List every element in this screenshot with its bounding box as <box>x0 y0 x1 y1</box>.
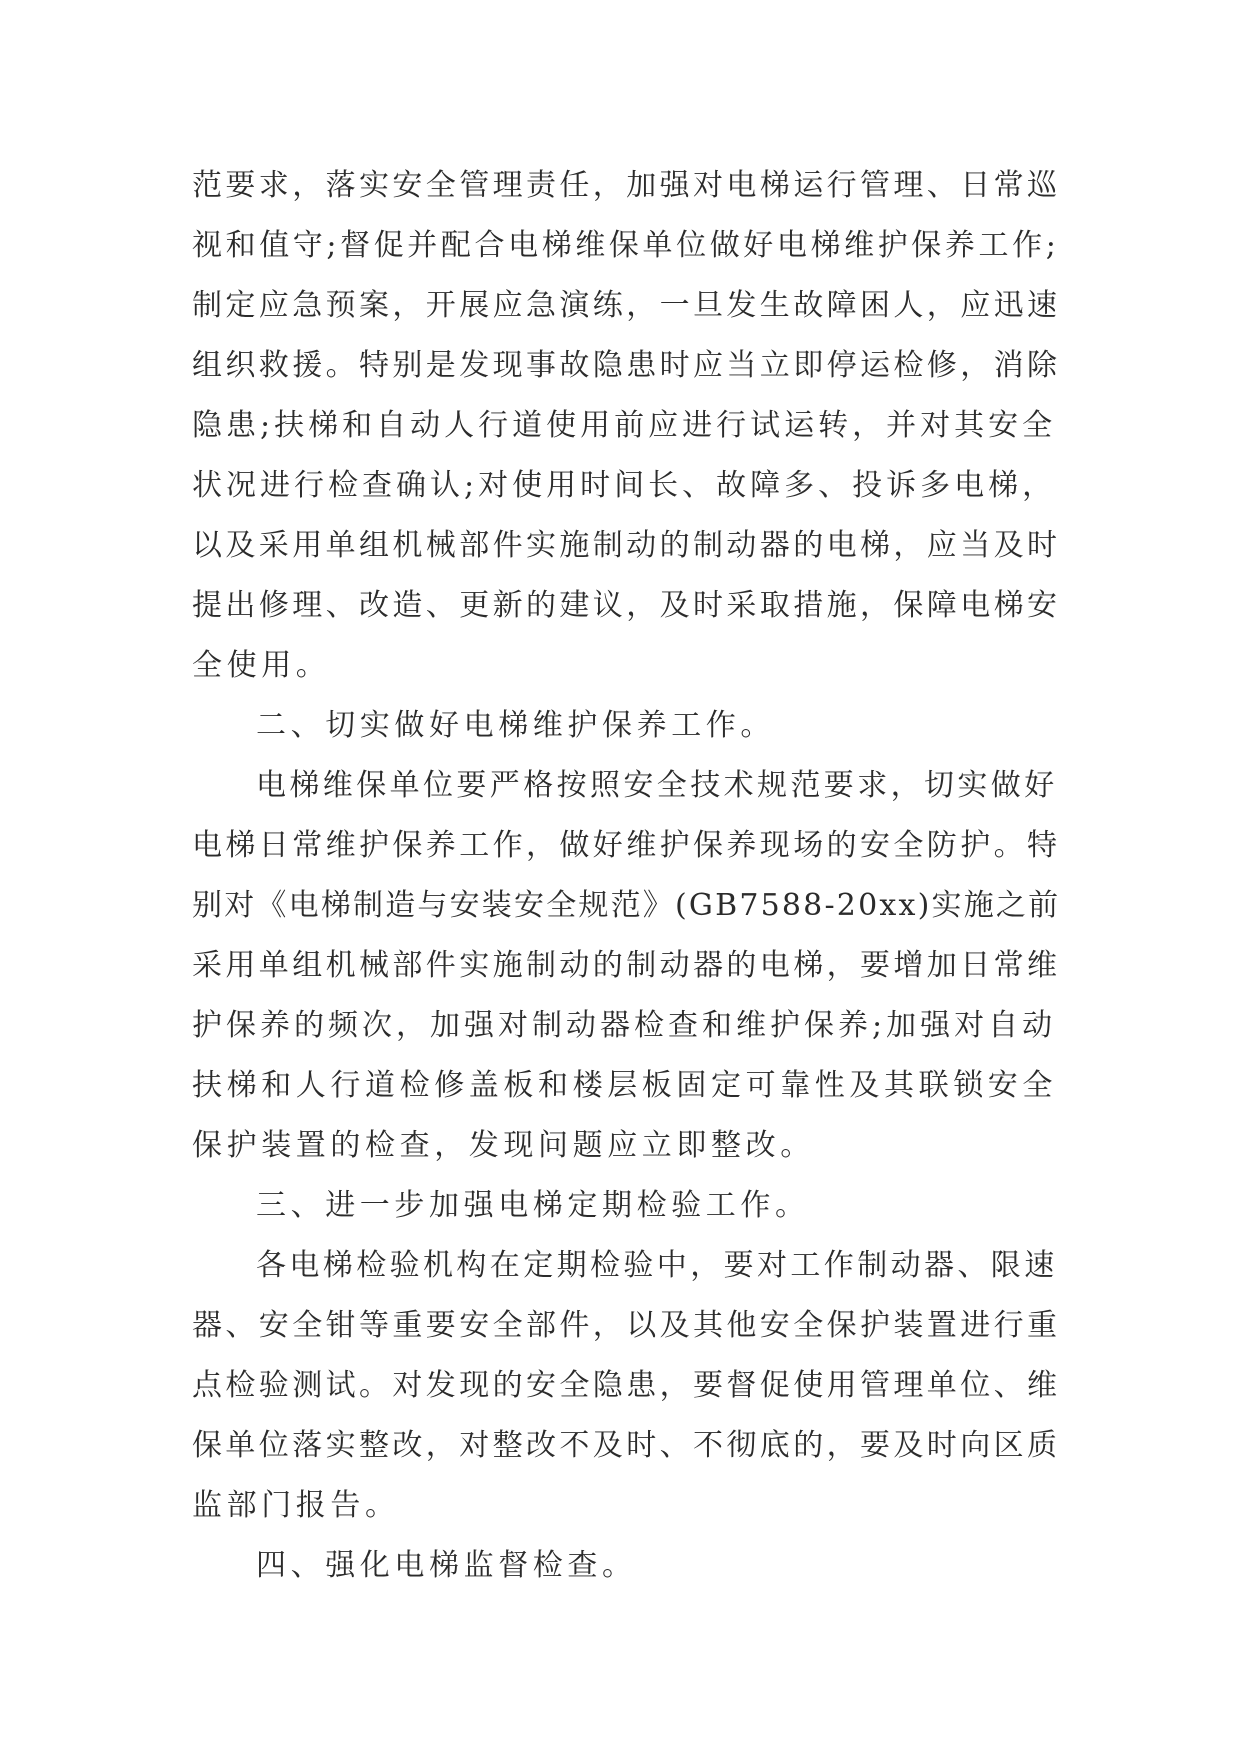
paragraph-line: 器、安全钳等重要安全部件，以及其他安全保护装置进行重 <box>192 1308 1061 1343</box>
paragraph-line: 别对《电梯制造与安装安全规范》(GB7588-20xx)实施之前 <box>192 888 1061 923</box>
paragraph-line: 监部门报告。 <box>192 1488 400 1523</box>
paragraph-line: 状况进行检查确认;对使用时间长、故障多、投诉多电梯， <box>192 468 1057 503</box>
paragraph-line: 提出修理、改造、更新的建议，及时采取措施，保障电梯安 <box>192 588 1061 623</box>
paragraph-line: 采用单组机械部件实施制动的制动器的电梯，要增加日常维 <box>192 948 1061 983</box>
paragraph-line: 全使用。 <box>192 648 331 683</box>
paragraph-line: 以及采用单组机械部件实施制动的制动器的电梯，应当及时 <box>192 528 1061 563</box>
section-heading: 三、进一步加强电梯定期检验工作。 <box>256 1188 810 1223</box>
paragraph-line: 范要求，落实安全管理责任，加强对电梯运行管理、日常巡 <box>192 168 1061 203</box>
paragraph-line: 制定应急预案，开展应急演练，一旦发生故障困人，应迅速 <box>192 288 1061 323</box>
paragraph-line: 保护装置的检查，发现问题应立即整改。 <box>192 1128 815 1163</box>
section-heading: 四、强化电梯监督检查。 <box>256 1548 637 1583</box>
paragraph-line: 点检验测试。对发现的安全隐患，要督促使用管理单位、维 <box>192 1368 1061 1403</box>
paragraph-line: 护保养的频次，加强对制动器检查和维护保养;加强对自动 <box>192 1008 1057 1043</box>
paragraph-line: 隐患;扶梯和自动人行道使用前应进行试运转，并对其安全 <box>192 408 1057 443</box>
paragraph-line: 组织救援。特别是发现事故隐患时应当立即停运检修，消除 <box>192 348 1061 383</box>
paragraph-line: 视和值守;督促并配合电梯维保单位做好电梯维护保养工作; <box>192 228 1060 263</box>
paragraph-line: 电梯日常维护保养工作，做好维护保养现场的安全防护。特 <box>192 828 1061 863</box>
section-heading: 二、切实做好电梯维护保养工作。 <box>256 708 775 743</box>
paragraph-line: 各电梯检验机构在定期检验中，要对工作制动器、限速 <box>256 1248 1058 1283</box>
paragraph-line: 保单位落实整改，对整改不及时、不彻底的，要及时向区质 <box>192 1428 1061 1463</box>
paragraph-line: 电梯维保单位要严格按照安全技术规范要求，切实做好 <box>256 768 1058 803</box>
paragraph-line: 扶梯和人行道检修盖板和楼层板固定可靠性及其联锁安全 <box>192 1068 1057 1103</box>
